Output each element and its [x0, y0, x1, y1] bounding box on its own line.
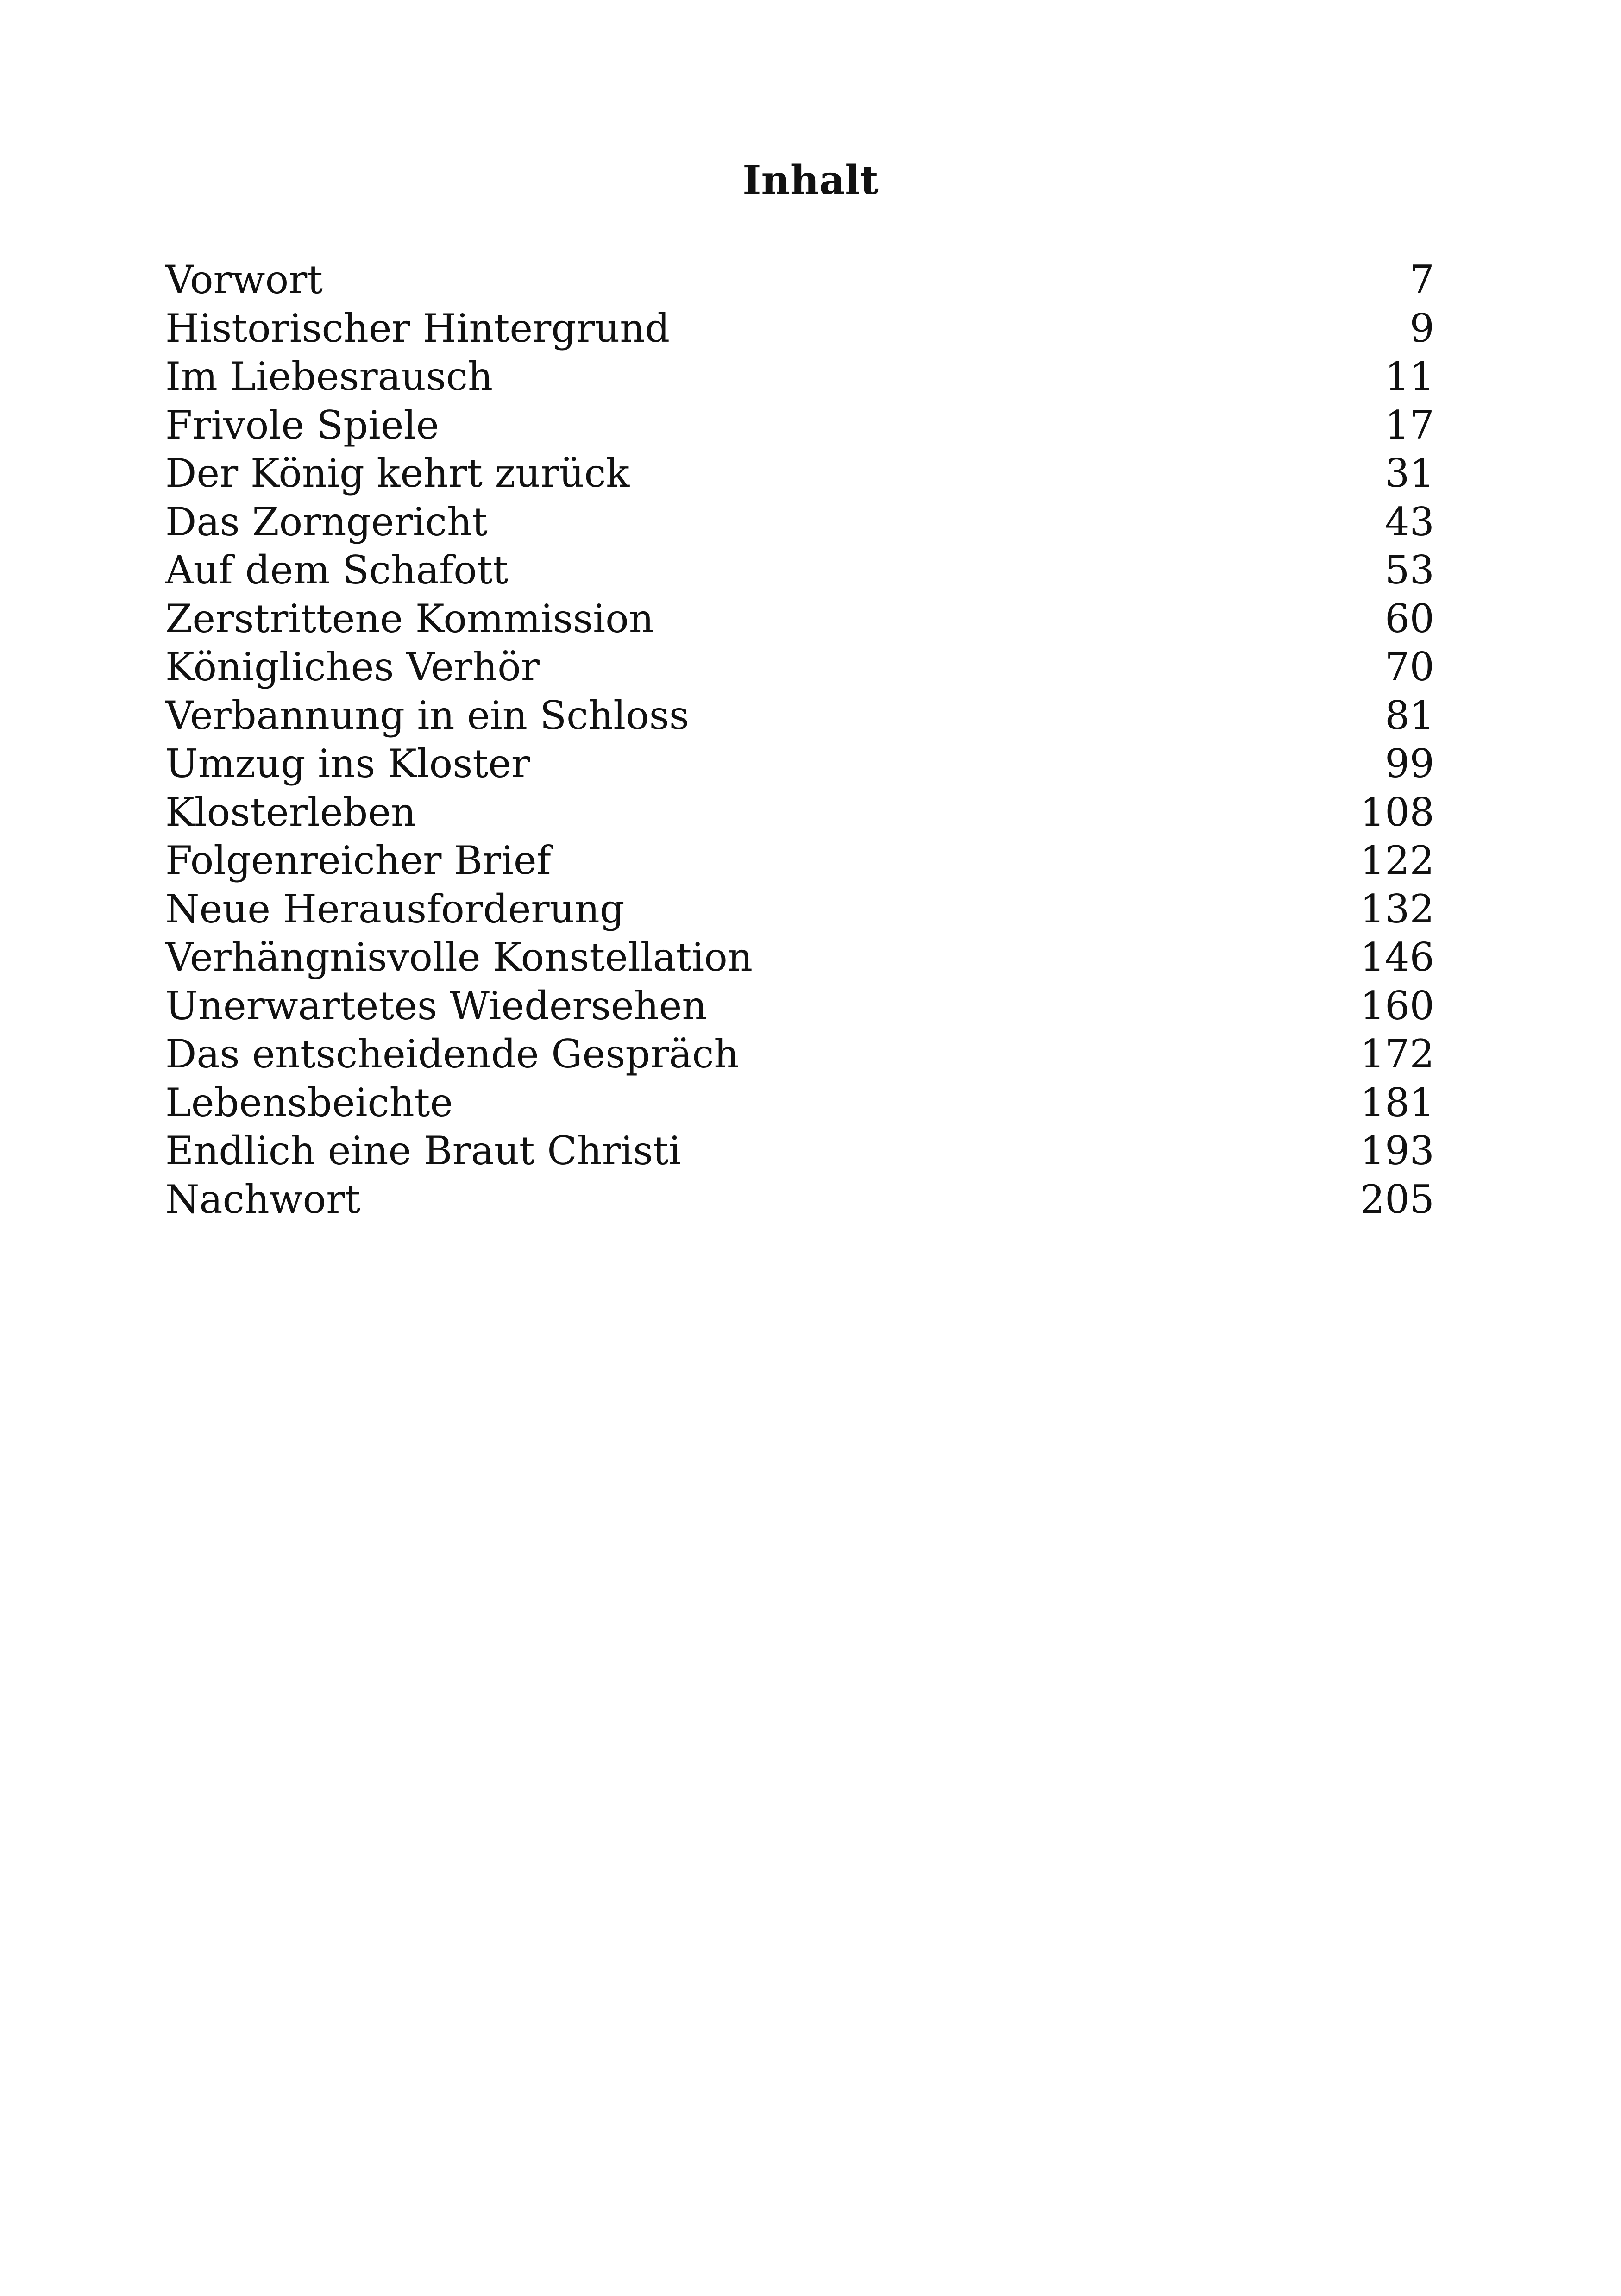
- toc-entry: [165, 546, 1434, 595]
- toc-entry: [165, 691, 1434, 740]
- toc-entry-title: Umzug ins Kloster: [165, 741, 530, 786]
- toc-entry-title: Lebensbeichte: [165, 1079, 453, 1125]
- toc-entry-title: Historischer Hintergrund: [165, 305, 670, 351]
- toc-entry: [165, 788, 1434, 837]
- toc-entry-page: 193: [1360, 1128, 1434, 1173]
- toc-entry-page: 7: [1409, 257, 1434, 302]
- toc-entry-title: Endlich eine Braut Christi: [165, 1128, 681, 1173]
- toc-entry: [165, 401, 1434, 450]
- toc-entry: [165, 449, 1434, 498]
- toc-entry-page: 122: [1360, 838, 1434, 883]
- toc-entry-page: 11: [1385, 354, 1434, 399]
- toc-entry: [165, 1127, 1434, 1175]
- toc-entry-title: Neue Herausforderung: [165, 886, 625, 932]
- toc-entry-title: Verbannung in ein Schloss: [165, 692, 689, 738]
- toc-entry: [165, 498, 1434, 546]
- toc-entry-page: 53: [1385, 547, 1434, 593]
- toc-entry-page: 17: [1385, 402, 1434, 448]
- toc-entry-title: Der König kehrt zurück: [165, 451, 630, 496]
- toc-entry-page: 99: [1385, 741, 1434, 786]
- toc-entry: [165, 1030, 1434, 1079]
- toc-entry-page: 108: [1360, 789, 1434, 835]
- toc-entry-page: 205: [1360, 1176, 1434, 1222]
- toc-entry-title: Verhängnisvolle Konstellation: [165, 935, 753, 980]
- toc-entry-page: 146: [1360, 935, 1434, 980]
- toc-entry-title: Unerwartetes Wiedersehen: [165, 983, 707, 1029]
- toc-entry: [165, 595, 1434, 643]
- toc-entry-title: Auf dem Schafott: [165, 547, 509, 593]
- toc-entry: [165, 256, 1434, 304]
- toc-entry: [165, 885, 1434, 934]
- toc-entry: [165, 836, 1434, 885]
- toc-entry-page: 181: [1360, 1079, 1434, 1125]
- toc-entry-title: Königliches Verhör: [165, 644, 540, 690]
- toc-entry-page: 70: [1385, 644, 1434, 690]
- toc-entry-page: 60: [1385, 596, 1434, 641]
- toc-entry-title: Nachwort: [165, 1176, 361, 1222]
- toc-entry: [165, 982, 1434, 1030]
- toc-entry: [165, 740, 1434, 788]
- toc-entry: [165, 933, 1434, 982]
- toc-entry-page: 132: [1360, 886, 1434, 932]
- toc-entry-page: 172: [1360, 1031, 1434, 1077]
- toc-entry-title: Das Zorngericht: [165, 499, 488, 545]
- toc-entry: [165, 304, 1434, 353]
- toc-entry: [165, 1079, 1434, 1127]
- toc-entry-title: Folgenreicher Brief: [165, 838, 551, 883]
- toc-entry-title: Vorwort: [165, 257, 323, 302]
- toc-entry-title: Frivole Spiele: [165, 402, 440, 448]
- toc-entry: [165, 352, 1434, 401]
- toc-entry-page: 43: [1385, 499, 1434, 545]
- toc-list: [165, 256, 1434, 1223]
- toc-entry: [165, 643, 1434, 691]
- toc-entry-page: 160: [1360, 983, 1434, 1029]
- toc-entry-page: 31: [1385, 451, 1434, 496]
- toc-entry-title: Das entscheidende Gespräch: [165, 1031, 739, 1077]
- toc-entry-title: Klosterleben: [165, 789, 416, 835]
- toc-entry: [165, 1175, 1434, 1224]
- toc-entry-page: 81: [1385, 692, 1434, 738]
- toc-title: Inhalt: [742, 157, 879, 204]
- toc-entry-title: Zerstrittene Kommission: [165, 596, 654, 641]
- toc-entry-title: Im Liebesrausch: [165, 354, 493, 399]
- toc-entry-page: 9: [1409, 305, 1434, 351]
